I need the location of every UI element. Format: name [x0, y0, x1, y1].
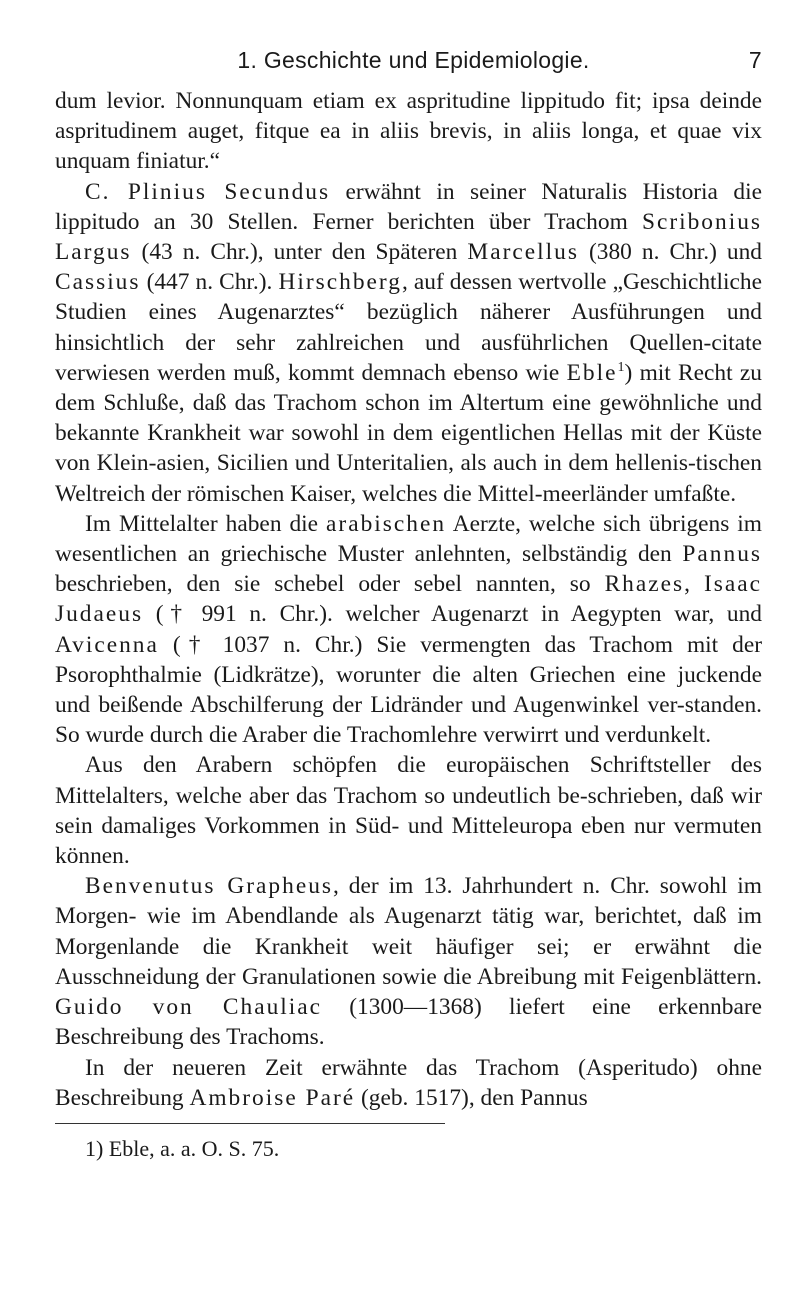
spaced-name: Guido von Chauliac [55, 994, 323, 1021]
spaced-name: Avicenna [55, 631, 159, 658]
text-run: (geb. 1517), den Pannus [355, 1084, 588, 1111]
spaced-name: Ambroise Paré [189, 1084, 356, 1111]
text-run: (447 n. Chr.). [140, 269, 279, 296]
paragraph-p2 [55, 177, 762, 509]
text-run: dum levior. Nonnunquam etiam ex aspritudine lippitudo fit; ipsa deinde aspritudinem auget, fitque ea in aliis brevis, in aliis longa, et quae vix unquam finiatur.“ [55, 88, 762, 175]
footnote-ref: 1 [617, 360, 625, 376]
paragraph-p5 [55, 871, 762, 1052]
paragraph-p1 [55, 86, 762, 177]
text-run: , [684, 571, 704, 598]
spaced-name: arabischen [326, 510, 447, 537]
spaced-name: Pannus [682, 541, 762, 568]
body-text [55, 86, 762, 1113]
spaced-name: Benvenutus Grapheus [85, 873, 334, 900]
text-run: erwähnt in seiner Naturalis Historia die lippitudo an 30 Stellen. Ferner berichten über Trachom [55, 178, 762, 235]
running-header [55, 0, 762, 80]
footnote-rule [55, 1123, 445, 1124]
text-run: Im Mittelalter haben die [85, 510, 327, 537]
spaced-name: C. Plinius Secundus [85, 178, 331, 205]
spaced-name: Marcellus [467, 239, 579, 266]
text-run: († 991 n. Chr.). welcher Augenarzt in Aegypten war, und [143, 601, 762, 628]
paragraph-p4 [55, 750, 762, 871]
text-run: († 1037 n. Chr.) Sie vermengten das Trachom mit der Psorophthalmie (Lidkrätze), worunter die alten Griechen eine juckende und beißende Abschilferung der Lidränder und Augenwinkel ver-standen. So wurde durch die Araber die Trachomlehre verwirrt und verdunkelt. [55, 631, 762, 749]
text-run: (380 n. Chr.) und [578, 239, 762, 266]
spaced-name: Eble [566, 359, 618, 386]
text-run: Aus den Arabern schöpfen die europäischen Schriftsteller des Mittelalters, welche aber das Trachom so undeutlich be-schrieben, daß wir sein damaliges Vorkommen in Süd- und Mitteleuropa eben nur vermuten können. [55, 752, 762, 870]
text-run: beschrieben, den sie schebel oder sebel nannten, so [55, 571, 605, 598]
spaced-name: Rhazes [604, 571, 685, 598]
text-run: In der neueren Zeit erwähnte das Trachom (Asperitudo) ohne Beschreibung [55, 1054, 762, 1111]
text-run: (1300—1368) liefert eine erkennbare Beschreibung des Trachoms. [55, 994, 762, 1051]
text-run: Aerzte, welche sich übrigens im wesentlichen an griechische Muster anlehnten, selbständig den [55, 510, 762, 568]
spaced-name: Hirschberg [278, 269, 402, 296]
paragraph-p6 [55, 1053, 762, 1113]
page-number: 7 [748, 47, 762, 73]
footnote: 1) Eble, a. a. O. S. 75. [85, 1135, 280, 1161]
text-run: ) mit Recht zu dem Schluße, daß das Trachom schon im Altertum eine gewöhnliche und bekannte Krankheit war sowohl in dem eigentlichen Hellas mit der Küste von Klein-asien, Sicilien und Unteritalien, als auch in dem hellenis-tischen Weltreich der römischen Kaiser, welches die Mittel-meerländer umfaßte. [55, 359, 762, 507]
spaced-name: Scribonius Largus [55, 208, 762, 266]
paragraph-p3 [55, 509, 762, 751]
text-run: , auf dessen wertvolle „Geschichtliche Studien eines Augenarztes“ bezüglich näherer Ausführungen und hinsichtlich der sehr zahlreichen und ausführlichen Quellen-citate verwiesen werden muß, kommt demnach ebenso wie [55, 269, 762, 386]
spaced-name: Isaac Judaeus [55, 571, 762, 628]
text-run: , der im 13. Jahrhundert n. Chr. sowohl im Morgen- wie im Abendlande als Augenarzt tätig war, berichtet, daß im Morgenlande die Krankheit weit häufiger sei; er erwähnt die Ausschneidung der Granulationen sowie die Abreibung mit Feigenblättern. [55, 873, 762, 990]
spaced-name: Cassius [55, 269, 141, 296]
running-title: 1. Geschichte und Epidemiologie. [237, 47, 590, 73]
text-run: (43 n. Chr.), unter den Späteren [131, 239, 468, 266]
